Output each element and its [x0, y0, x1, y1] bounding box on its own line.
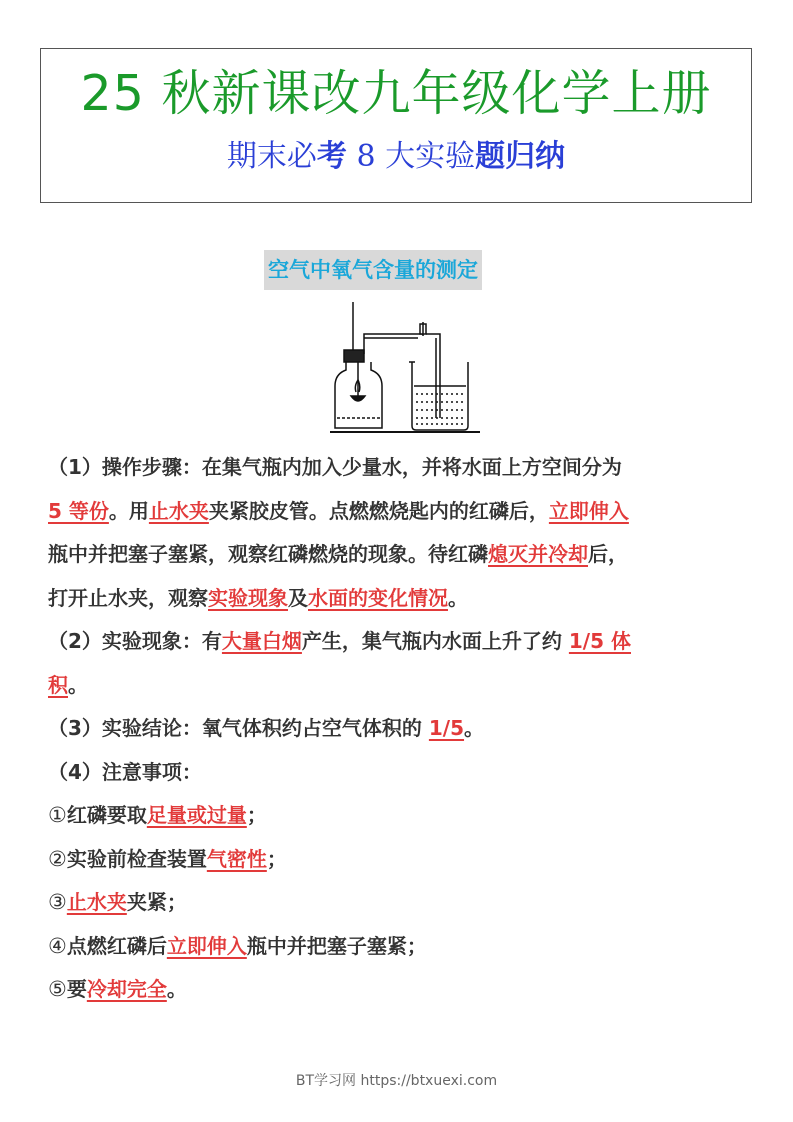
text: ；	[266, 846, 287, 871]
title-box	[40, 48, 752, 203]
note-item-4	[48, 925, 748, 969]
keyword: 实验现象	[208, 585, 288, 610]
step4-heading	[48, 751, 748, 795]
step2-line1	[48, 620, 748, 664]
circled-number: ②	[48, 846, 67, 871]
note-item-1	[48, 794, 748, 838]
keyword: 止水夹	[66, 890, 127, 914]
subtitle-part-bold: 题归纳	[475, 139, 566, 174]
circled-number: ④	[48, 933, 67, 958]
keyword: 足量或过量	[146, 803, 247, 827]
circled-number: ①	[48, 803, 67, 827]
keyword: 冷却完全	[86, 977, 167, 1001]
text: （1）操作步骤：在集气瓶内加入少量水，并将水面上方空间分为	[48, 455, 622, 479]
step1-line1	[48, 446, 748, 490]
keyword: 积	[48, 672, 68, 697]
keyword: 止水夹	[148, 498, 209, 523]
section-heading: 空气中氧气含量的测定	[264, 250, 482, 290]
subtitle-part: 8 大实验	[346, 139, 476, 174]
keyword: 立即伸入	[548, 498, 629, 523]
keyword: 1/5	[428, 716, 465, 740]
text: 夹紧；	[126, 890, 187, 914]
text: 夹紧胶皮管。点燃燃烧匙内的红磷后，	[208, 498, 549, 523]
subtitle-part: 期末必	[226, 139, 317, 174]
note-item-5	[48, 968, 748, 1012]
text: （4）注意事项：	[48, 759, 202, 784]
note-item-3	[48, 881, 748, 925]
text: 产生，集气瓶内水面上升了约	[301, 629, 569, 653]
text: 。用	[108, 498, 149, 523]
text: 及	[288, 585, 308, 610]
note-item-2	[48, 838, 748, 882]
page-subtitle	[41, 137, 751, 177]
keyword: 熄灭并冷却	[488, 542, 588, 566]
text: 。	[464, 716, 485, 740]
keyword: 大量白烟	[221, 629, 302, 653]
step3-line	[48, 707, 748, 751]
text: 实验前检查装置	[66, 846, 207, 871]
text: （3）实验结论：氧气体积约占空气体积的	[48, 716, 429, 740]
step1-line3	[48, 533, 748, 577]
footer-watermark: BT学习网 https://btxuexi.com	[295, 1073, 498, 1089]
page-title: 25 秋新课改九年级化学上册	[80, 65, 712, 122]
text: 。	[68, 672, 88, 697]
text: 打开止水夹，观察	[48, 585, 208, 610]
text: 点燃红磷后	[66, 933, 167, 958]
experiment-content	[48, 446, 748, 1012]
circled-number: ③	[48, 890, 67, 914]
step1-line2	[48, 490, 748, 534]
text: （2）实验现象：有	[48, 629, 222, 653]
text: 要	[66, 977, 87, 1001]
keyword: 1/5 体	[568, 629, 631, 653]
keyword: 5 等份	[48, 498, 109, 523]
text: 红磷要取	[66, 803, 147, 827]
text: 。	[166, 977, 187, 1001]
keyword: 立即伸入	[166, 933, 247, 958]
text: 瓶中并把塞子塞紧，观察红磷燃烧的现象。待红磷	[48, 542, 488, 566]
experiment-apparatus-diagram	[330, 300, 480, 436]
text: 瓶中并把塞子塞紧；	[246, 933, 427, 958]
text: ；	[246, 803, 267, 827]
keyword: 气密性	[206, 846, 267, 871]
text: 后，	[588, 542, 628, 566]
text: 。	[448, 585, 468, 610]
step2-line2	[48, 664, 748, 708]
circled-number: ⑤	[48, 977, 67, 1001]
keyword: 水面的变化情况	[308, 585, 448, 610]
subtitle-part-bold: 考	[316, 139, 347, 174]
step1-line4	[48, 577, 748, 621]
